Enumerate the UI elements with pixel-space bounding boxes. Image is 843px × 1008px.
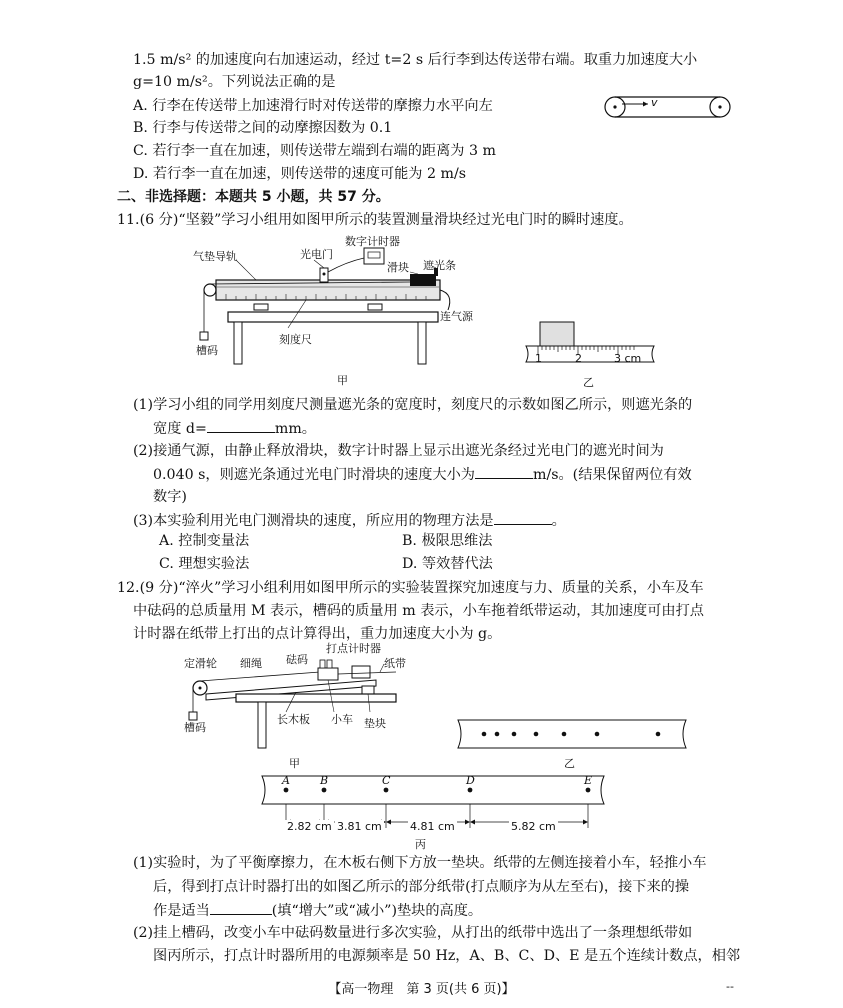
answer-blank-speed[interactable] — [475, 464, 533, 479]
conveyor-belt-figure — [604, 96, 732, 122]
distance-label: 5.82 cm — [511, 820, 556, 833]
q12-stem-line2: 中砝码的总质量用 M 表示，槽码的质量用 m 表示，小车拖着纸带运动，其加速度可由打点 — [133, 603, 704, 619]
q11-part2-line1: (2)接通气源，由静止释放滑块，数字计时器上显示出遮光条经过光电门的遮光时间为 — [133, 443, 664, 459]
q11-part1-line2 — [153, 418, 316, 439]
ruler-tick-1: 1 — [535, 352, 542, 365]
q10-option-a: A. 行李在传送带上加速滑行时对传送带的摩擦力水平向左 — [133, 98, 493, 114]
q10-option-c: C. 若行李一直在加速，则传送带左端到右端的距离为 3 m — [133, 143, 496, 159]
distance-label: 4.81 cm — [410, 820, 455, 833]
point-label-D: D — [466, 774, 475, 787]
label-long-board: 长木板 — [277, 713, 310, 726]
distance-label: 2.82 cm — [287, 820, 332, 833]
caption-apparatus-a: 甲 — [289, 757, 300, 770]
answer-blank-method[interactable] — [494, 510, 552, 525]
q11-part1-unit: mm。 — [274, 421, 316, 437]
point-label-B: B — [320, 774, 329, 787]
q12-part1-suffix: (填“增大”或“减小”)垫块的高度。 — [271, 903, 483, 919]
q12-part1-line2: 后，得到打点计时器打出的如图乙所示的部分纸带(打点顺序为从左至右)，接下来的操 — [153, 879, 690, 895]
label-air-track: 气垫导轨 — [193, 250, 237, 263]
q12-part1-line1: (1)实验时，为了平衡摩擦力，在木板右侧下方放一垫块。纸带的左侧连接着小车，轻推小车 — [133, 855, 707, 871]
tape-point-A — [284, 788, 289, 793]
q12-stem-line3: 计时器在纸带上打出的点计算得出，重力加速度大小为 g。 — [133, 626, 502, 642]
point-label-E: E — [584, 774, 593, 787]
tape-point-D — [468, 788, 473, 793]
q11-option-d: D. 等效替代法 — [402, 556, 493, 572]
q10-option-b: B. 行李与传送带之间的动摩擦因数为 0.1 — [133, 120, 393, 136]
label-ruler: 刻度尺 — [279, 333, 312, 346]
point-label-C: C — [382, 774, 391, 787]
q11-part3-line1 — [133, 510, 566, 531]
label-weights: 砝码 — [286, 653, 308, 666]
tape-point-E — [586, 788, 591, 793]
caption-figure-b: 乙 — [583, 376, 594, 389]
page-footer: 【高一物理 第 3 页(共 6 页)】 — [328, 982, 515, 997]
label-pulley: 定滑轮 — [184, 657, 217, 670]
q11-part1-line1: (1)学习小组的同学用刻度尺测量遮光条的宽度时，刻度尺的示数如图乙所示，则遮光条的 — [133, 397, 693, 413]
section-heading: 二、非选择题：本题共 5 小题，共 57 分。 — [117, 189, 390, 205]
caption-figure-a: 甲 — [337, 374, 348, 387]
label-paper-tape: 纸带 — [384, 657, 406, 670]
label-rope: 细绳 — [240, 657, 262, 670]
tape-point-B — [322, 788, 327, 793]
q11-part1-prefix: 宽度 d= — [153, 421, 207, 437]
label-ticker-timer: 打点计时器 — [326, 642, 381, 655]
q11-option-c: C. 理想实验法 — [159, 556, 250, 572]
tape-b-figure — [452, 718, 692, 750]
label-digital-timer: 数字计时器 — [345, 235, 400, 248]
label-slider: 滑块 — [387, 261, 409, 274]
point-label-A: A — [282, 774, 290, 787]
label-air-source: 连气源 — [440, 310, 473, 323]
label-weight: 槽码 — [196, 344, 218, 357]
ruler-tick-3cm: 3 cm — [614, 352, 642, 365]
ruler-tick-2: 2 — [575, 352, 582, 365]
q11-part2-line3: 数字) — [153, 489, 187, 505]
caption-tape-c: 丙 — [415, 838, 426, 851]
caption-tape-b: 乙 — [564, 757, 575, 770]
q12-part2-line1: (2)挂上槽码，改变小车中砝码数量进行多次实验，从打出的纸带中选出了一条理想纸带如 — [133, 925, 693, 941]
air-track-figure — [196, 232, 486, 372]
q12-part1-prefix: 作是适当 — [153, 903, 210, 919]
label-block: 垫块 — [364, 717, 386, 730]
answer-blank-adjust[interactable] — [210, 900, 272, 915]
corner-mark: -- — [726, 980, 734, 993]
label-weight-hanger: 槽码 — [184, 721, 206, 734]
q11-part3-suffix: 。 — [551, 513, 566, 529]
q11-part2-suffix: m/s。(结果保留两位有效 — [532, 467, 692, 483]
q10-line2: g=10 m/s²。下列说法正确的是 — [133, 74, 336, 90]
label-shading-strip: 遮光条 — [423, 259, 456, 272]
q10-line1: 1.5 m/s² 的加速度向右加速运动，经过 t=2 s 后行李到达传送带右端。取重力加速度大小 — [133, 52, 698, 68]
q11-stem: 11.(6 分)“坚毅”学习小组用如图甲所示的装置测量滑块经过光电门时的瞬时速度。 — [117, 212, 633, 228]
q11-part2-line2 — [153, 464, 692, 485]
tape-point-C — [384, 788, 389, 793]
distance-label: 3.81 cm — [337, 820, 382, 833]
answer-blank-width[interactable] — [207, 418, 275, 433]
velocity-label: v — [651, 96, 658, 109]
label-photogate: 光电门 — [300, 248, 333, 261]
q10-option-d: D. 若行李一直在加速，则传送带的速度可能为 2 m/s — [133, 166, 467, 182]
q11-option-a: A. 控制变量法 — [159, 533, 250, 549]
q12-part1-line3 — [153, 900, 482, 921]
q12-part2-line2: 图丙所示，打点计时器所用的电源频率是 50 Hz，A、B、C、D、E 是五个连续计数点，相邻 — [153, 948, 741, 964]
label-cart: 小车 — [331, 713, 353, 726]
q11-option-b: B. 极限思维法 — [402, 533, 493, 549]
q11-part3-prefix: (3)本实验利用光电门测滑块的速度，所应用的物理方法是 — [133, 513, 494, 529]
q12-stem-line1: 12.(9 分)“淬火”学习小组利用如图甲所示的实验装置探究加速度与力、质量的关系，小车及车 — [117, 580, 704, 596]
q11-part2-prefix: 0.040 s，则遮光条通过光电门时滑块的速度大小为 — [153, 467, 475, 483]
